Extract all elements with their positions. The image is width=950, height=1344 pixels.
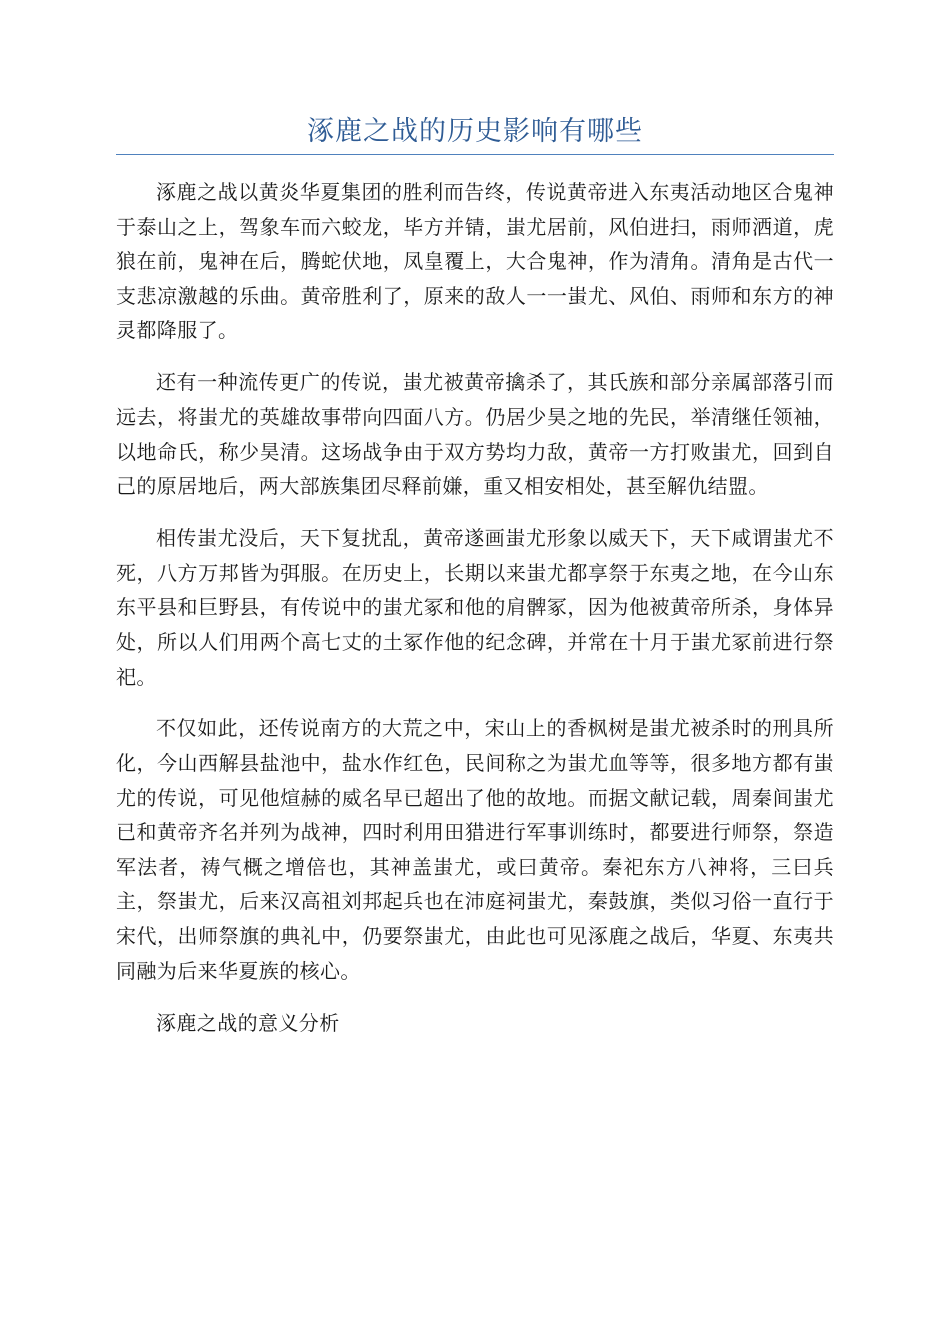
document-body [116,175,834,1040]
section-heading: 涿鹿之战的意义分析 [156,1010,340,1035]
paragraph-4: 不仅如此，还传说南方的大荒之中，宋山上的香枫树是蚩尤被杀时的刑具所化，今山西解县盐池中，盐水作红色，民间称之为蚩尤血等等，很多地方都有蚩尤的传说，可见他煊赫的威名早已超出了他的故地。而据文献记载，周秦间蚩尤已和黄帝齐名并列为战神，四时利用田猎进行军事训练时，都要进行师祭，祭造军法者，祷气概之增倍也，其神盖蚩尤，或曰黄帝。秦祀东方八神将，三曰兵主，祭蚩尤，后来汉高祖刘邦起兵也在沛庭祠蚩尤，秦鼓旗，类似习俗一直行于宋代，出师祭旗的典礼中，仍要祭蚩尤，由此也可见涿鹿之战后，华夏、东夷共同融为后来华夏族的核心。 [116,716,834,983]
title-underline-divider [116,154,834,155]
paragraph-1: 涿鹿之战以黄炎华夏集团的胜利而告终，传说黄帝进入东夷活动地区合鬼神于泰山之上，驾象车而六蛟龙，毕方并锖，蚩尤居前，风伯进扫，雨师洒道，虎狼在前，鬼神在后，腾蛇伏地，凤皇覆上，大合鬼神，作为清角。清角是古代一支悲凉激越的乐曲。黄帝胜利了，原来的敌人一一蚩尤、风伯、雨师和东方的神灵都降服了。 [116,180,834,343]
page-title: 涿鹿之战的历史影响有哪些 [307,116,643,147]
paragraph-2: 还有一种流传更广的传说，蚩尤被黄帝擒杀了，其氏族和部分亲属部落引而远去，将蚩尤的英雄故事带向四面八方。仍居少昊之地的先民，举清继任领袖，以地命氏，称少昊清。这场战争由于双方势均力敌，黄帝一方打败蚩尤，回到自己的原居地后，两大部族集团尽释前嫌，重又相安相处，甚至解仇结盟。 [116,370,834,499]
paragraph-3: 相传蚩尤没后，天下复扰乱，黄帝遂画蚩尤形象以威天下，天下咸谓蚩尤不死，八方万邦皆为弭服。在历史上，长期以来蚩尤都享祭于东夷之地，在今山东东平县和巨野县，有传说中的蚩尤冢和他的肩髀冢，因为他被黄帝所杀，身体异处，所以人们用两个高七丈的土冢作他的纪念碑，并常在十月于蚩尤冢前进行祭祀。 [116,526,834,689]
